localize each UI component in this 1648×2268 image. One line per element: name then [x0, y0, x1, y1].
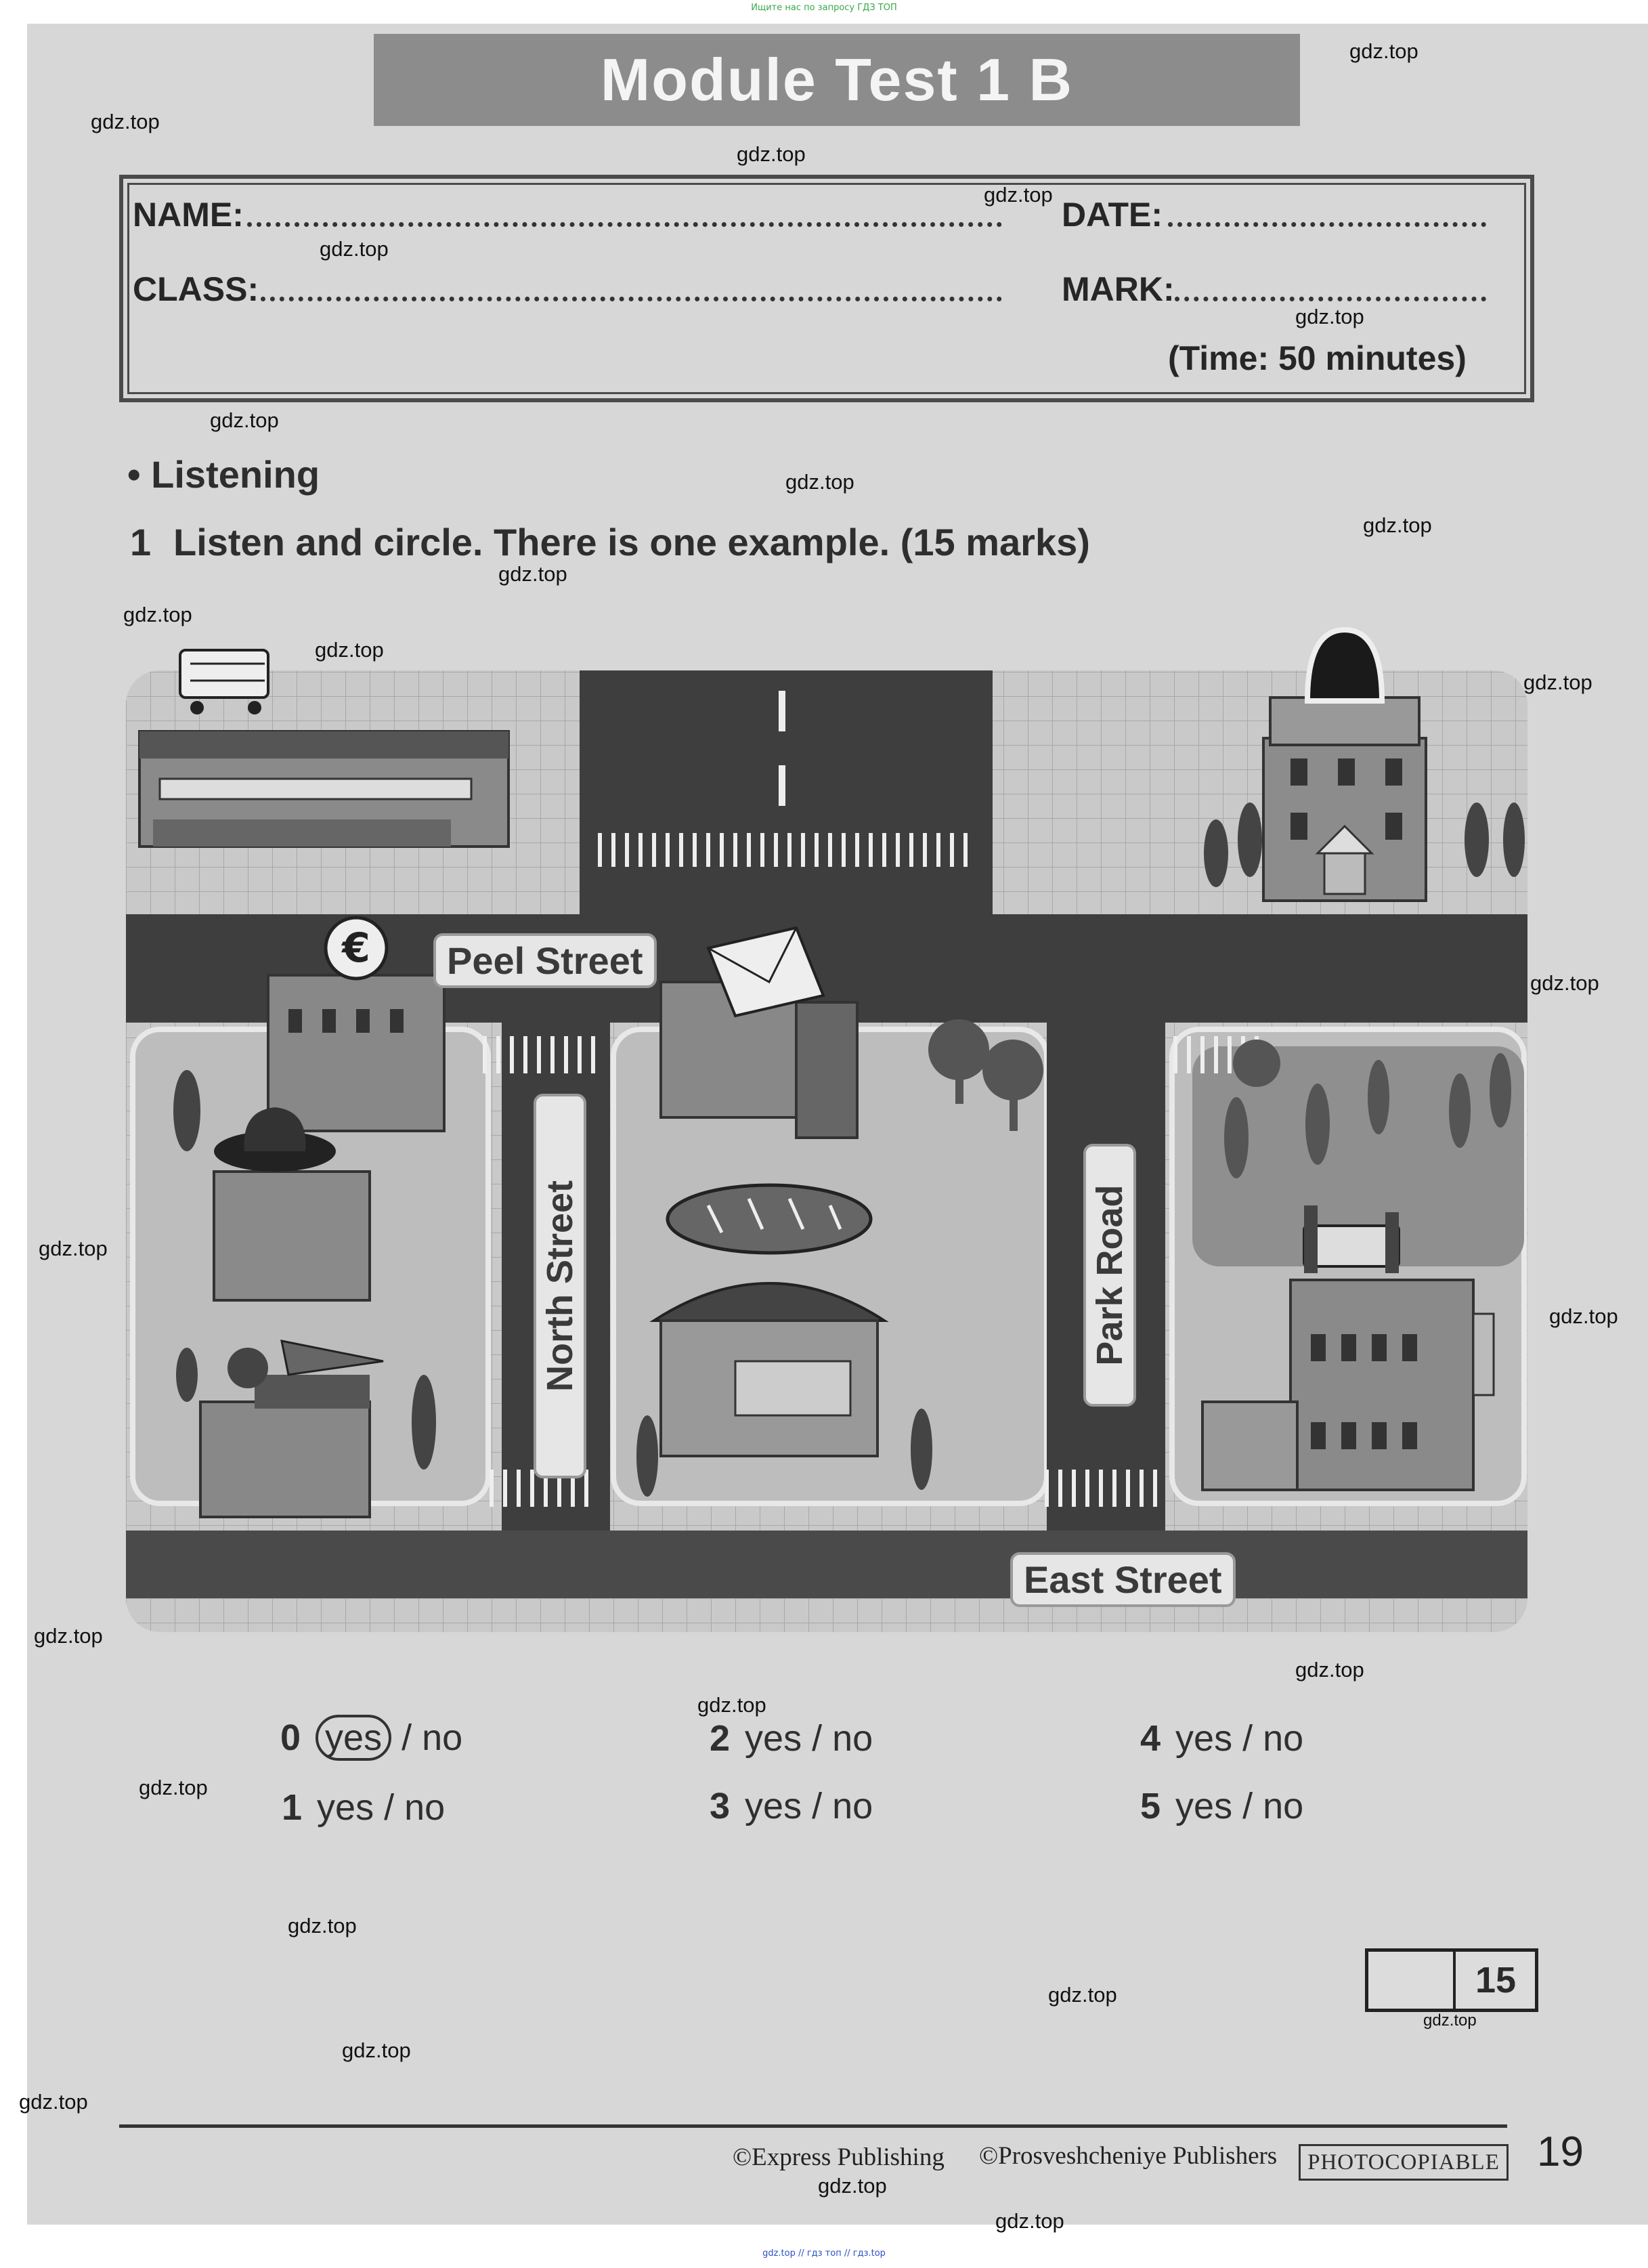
watermark: gdz.top [737, 142, 806, 166]
watermark: gdz.top [34, 1624, 103, 1648]
watermark: gdz.top [91, 110, 160, 133]
class-field[interactable] [261, 297, 1002, 301]
answer-1[interactable]: 1 yes / no [282, 1787, 446, 1828]
answer-4[interactable]: 4 yes / no [1140, 1718, 1304, 1759]
task-instruction: Listen and circle. There is one example. (15 marks) [173, 521, 1090, 563]
page-title: Module Test 1 B [374, 34, 1300, 126]
watermark: gdz.top [1349, 39, 1418, 63]
watermark: gdz.top [498, 562, 567, 586]
police-helmet-icon [1307, 630, 1382, 701]
task-number: 1 [130, 521, 152, 563]
watermark: gdz.top [1363, 513, 1432, 537]
watermark: gdz.top [1549, 1304, 1618, 1328]
footer-publisher-prosveshcheniye: ©Prosveshcheniye Publishers [979, 2142, 1278, 2170]
bottom-note: gdz.top // гдз топ // гдз.top [762, 2248, 886, 2259]
watermark: gdz.top [818, 2174, 887, 2198]
watermark: gdz.top [123, 603, 192, 626]
watermark: gdz.top [288, 1914, 357, 1938]
watermark: gdz.top [315, 638, 384, 662]
watermark: gdz.top [139, 1776, 208, 1799]
name-label: NAME: [133, 196, 244, 234]
section-heading: • Listening [127, 453, 320, 496]
watermark: gdz.top [1295, 1658, 1364, 1682]
watermark: gdz.top [210, 408, 279, 432]
street-label-park: Park Road [1083, 1144, 1136, 1407]
marks-total: 15 [1475, 1960, 1517, 2000]
watermark: gdz.top [995, 2209, 1064, 2233]
class-label: CLASS: [133, 270, 259, 308]
watermark: gdz.top [1295, 305, 1364, 328]
bread-icon [668, 1185, 871, 1253]
circled-answer: yes [316, 1715, 391, 1761]
mark-field[interactable] [1175, 297, 1486, 301]
watermark: gdz.top [19, 2090, 88, 2114]
watermark: gdz.top [320, 237, 389, 261]
street-label-peel: Peel Street [433, 933, 657, 988]
answer-2[interactable]: 2 yes / no [710, 1718, 873, 1759]
street-map [126, 623, 1527, 1632]
watermark: gdz.top [984, 183, 1053, 207]
watermark: gdz.top [697, 1693, 766, 1717]
footer-divider [119, 2124, 1507, 2128]
watermark: gdz.top [1523, 670, 1592, 694]
street-label-north: North Street [534, 1094, 586, 1478]
euro-icon [326, 918, 387, 979]
footer-publisher-express: ©Express Publishing [733, 2143, 945, 2171]
answer-3[interactable]: 3 yes / no [710, 1786, 873, 1826]
date-field[interactable] [1168, 222, 1486, 227]
watermark: gdz.top [1048, 1983, 1117, 2007]
street-label-east: East Street [1010, 1552, 1236, 1607]
svg-text:€: € [342, 924, 370, 972]
watermark: gdz.top [785, 470, 854, 494]
answer-5[interactable]: 5 yes / no [1140, 1786, 1304, 1826]
page-number: 19 [1537, 2128, 1584, 2175]
photocopiable-label: PHOTOCOPIABLE [1299, 2144, 1509, 2181]
name-field[interactable] [247, 222, 1002, 227]
watermark: gdz.top [1423, 2011, 1477, 2030]
marks-box [1365, 1948, 1538, 2012]
mark-label: MARK: [1062, 270, 1175, 308]
top-note: Ищите нас по запросу ГДЗ ТОП [751, 3, 897, 13]
watermark: gdz.top [1530, 971, 1599, 995]
time-limit: (Time: 50 minutes) [1168, 339, 1467, 377]
answer-0[interactable]: 0 yes / no [280, 1715, 462, 1761]
date-label: DATE: [1062, 196, 1163, 234]
watermark: gdz.top [342, 2038, 411, 2062]
watermark: gdz.top [39, 1237, 108, 1260]
